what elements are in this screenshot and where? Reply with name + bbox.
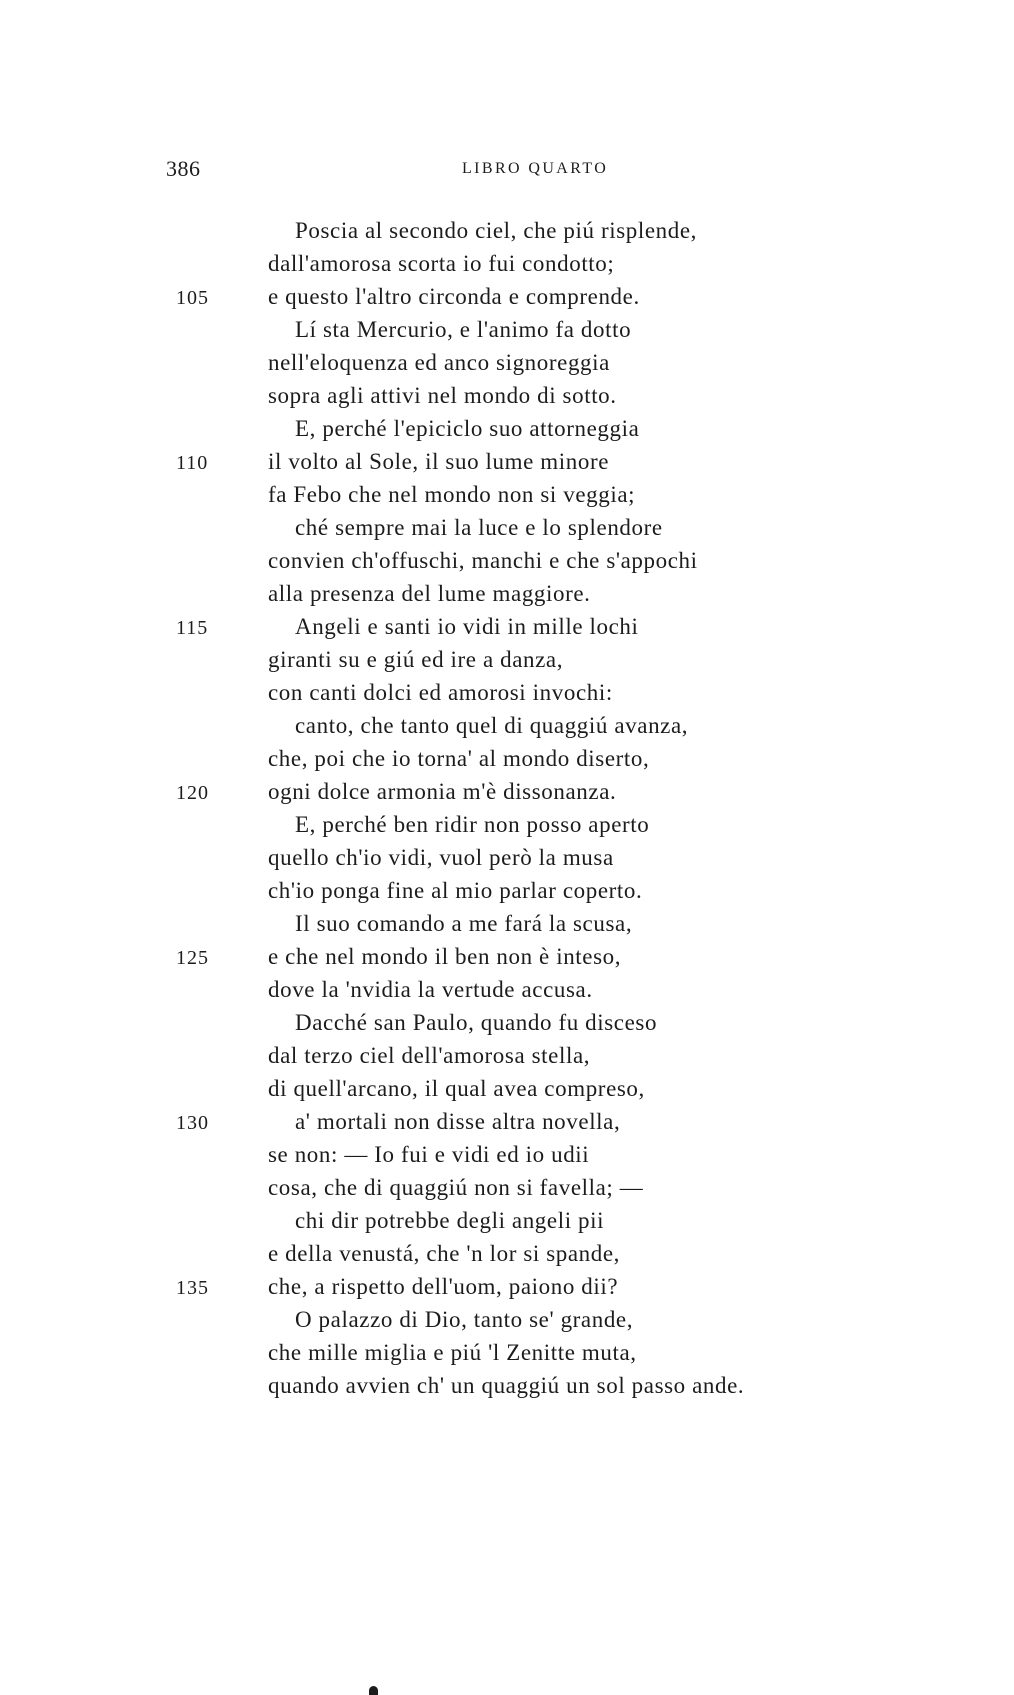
verse-line [0,610,1014,643]
verse-text: canto, che tanto quel di quaggiú avanza, [295,713,689,738]
verse-text: E, perché ben ridir non posso aperto [295,812,650,837]
verse-text: E, perché l'epiciclo suo attorneggia [295,416,640,441]
verse-text: Dacché san Paulo, quando fu disceso [295,1010,658,1035]
verse-line [0,247,1014,280]
verse-text: e della venustá, che 'n lor si spande, [268,1241,621,1266]
verse-line [0,1072,1014,1105]
verse-line [0,1171,1014,1204]
running-head: LIBRO QUARTO [462,160,609,177]
verse-text: con canti dolci ed amorosi invochi: [268,680,613,705]
verse-text: quando avvien ch' un quaggiú un sol passo ande. [268,1373,745,1398]
verse-line [0,940,1014,973]
verse-line [0,478,1014,511]
verse-text: ogni dolce armonia m'è dissonanza. [268,779,617,804]
verse-line [0,907,1014,940]
verse-line [0,676,1014,709]
line-number: 125 [176,947,209,969]
verse-line [0,742,1014,775]
verse-text: ch'io ponga fine al mio parlar coperto. [268,878,643,903]
verse-line [0,775,1014,808]
verse-text: sopra agli attivi nel mondo di sotto. [268,383,617,408]
verse-line [0,841,1014,874]
verse-text: di quell'arcano, il qual avea compreso, [268,1076,645,1101]
verse-text: dal terzo ciel dell'amorosa stella, [268,1043,591,1068]
verse-text: dall'amorosa scorta io fui condotto; [268,251,615,276]
verse-text: alla presenza del lume maggiore. [268,581,591,606]
verse-line [0,1105,1014,1138]
verse-text: se non: — Io fui e vidi ed io udii [268,1142,590,1167]
printer-mark-icon [369,1686,378,1695]
verse-line [0,1369,1014,1402]
verse-line [0,1270,1014,1303]
verse-text: Il suo comando a me fará la scusa, [295,911,633,936]
verse-text: O palazzo di Dio, tanto se' grande, [295,1307,634,1332]
verse-text: Lí sta Mercurio, e l'animo fa dotto [295,317,632,342]
poem-verses [0,214,1014,1402]
verse-text: che, poi che io torna' al mondo diserto, [268,746,650,771]
verse-line [0,346,1014,379]
verse-text: che mille miglia e piú 'l Zenitte muta, [268,1340,637,1365]
verse-line [0,643,1014,676]
verse-line [0,313,1014,346]
verse-line [0,1303,1014,1336]
line-number: 105 [176,287,209,309]
verse-line [0,1138,1014,1171]
verse-line [0,412,1014,445]
verse-line [0,1204,1014,1237]
line-number: 115 [176,617,209,639]
verse-text: chi dir potrebbe degli angeli pii [295,1208,605,1233]
verse-line [0,511,1014,544]
verse-text: a' mortali non disse altra novella, [295,1109,621,1134]
verse-text: Angeli e santi io vidi in mille lochi [295,614,639,639]
verse-text: cosa, che di quaggiú non si favella; — [268,1175,644,1200]
verse-line [0,379,1014,412]
page-number: 386 [166,156,201,181]
verse-text: e questo l'altro circonda e comprende. [268,284,640,309]
verse-line [0,709,1014,742]
verse-line [0,1237,1014,1270]
verse-line [0,1039,1014,1072]
verse-line [0,808,1014,841]
verse-line [0,214,1014,247]
line-number: 110 [176,452,209,474]
verse-text: fa Febo che nel mondo non si veggia; [268,482,636,507]
verse-text: ché sempre mai la luce e lo splendore [295,515,663,540]
verse-text: convien ch'offuschi, manchi e che s'appochi [268,548,698,573]
line-number: 130 [176,1112,209,1134]
verse-text: giranti su e giú ed ire a danza, [268,647,564,672]
verse-line [0,1006,1014,1039]
verse-line [0,874,1014,907]
verse-line [0,973,1014,1006]
verse-text: il volto al Sole, il suo lume minore [268,449,610,474]
verse-line [0,577,1014,610]
verse-line [0,445,1014,478]
verse-text: Poscia al secondo ciel, che piú risplende, [295,218,698,243]
line-number: 135 [176,1277,209,1299]
verse-text: quello ch'io vidi, vuol però la musa [268,845,614,870]
verse-text: e che nel mondo il ben non è inteso, [268,944,622,969]
verse-text: nell'eloquenza ed anco signoreggia [268,350,610,375]
verse-line [0,544,1014,577]
verse-line [0,280,1014,313]
line-number: 120 [176,782,209,804]
verse-text: che, a rispetto dell'uom, paiono dii? [268,1274,619,1299]
verse-text: dove la 'nvidia la vertude accusa. [268,977,593,1002]
verse-line [0,1336,1014,1369]
